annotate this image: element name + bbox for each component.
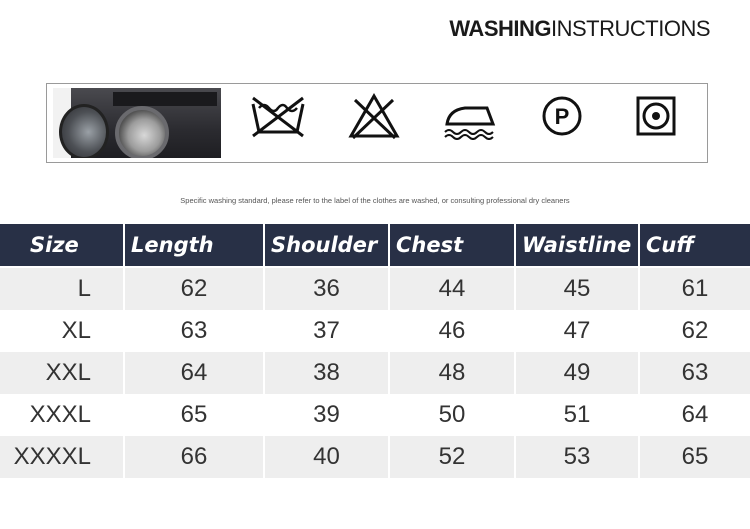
size-cell: L: [0, 267, 124, 310]
page-title: [449, 16, 710, 42]
length-cell: 66: [124, 436, 264, 478]
waistline-cell: 45: [515, 267, 639, 310]
cuff-cell: 65: [639, 436, 750, 478]
length-cell: 62: [124, 267, 264, 310]
table-header-row: [0, 224, 750, 267]
waistline-cell: 51: [515, 394, 639, 436]
table-row: [0, 267, 750, 310]
size-cell: XL: [0, 310, 124, 352]
header-cuff: Cuff: [639, 224, 750, 267]
header-waistline: Waistline: [515, 224, 639, 267]
chest-cell: 52: [389, 436, 515, 478]
cuff-cell: 63: [639, 352, 750, 394]
shoulder-cell: 39: [264, 394, 389, 436]
chest-cell: 44: [389, 267, 515, 310]
size-table: [0, 224, 750, 478]
shoulder-cell: 38: [264, 352, 389, 394]
waistline-cell: 53: [515, 436, 639, 478]
header-length: Length: [124, 224, 264, 267]
table-row: [0, 394, 750, 436]
length-cell: 65: [124, 394, 264, 436]
chest-cell: 48: [389, 352, 515, 394]
do-not-bleach-icon: [343, 92, 405, 140]
table-row: [0, 436, 750, 478]
shoulder-cell: 37: [264, 310, 389, 352]
title-rest: INSTRUCTIONS: [551, 16, 710, 41]
svg-text:P: P: [554, 104, 570, 129]
table-row: [0, 310, 750, 352]
iron-icon: [439, 92, 501, 140]
waistline-cell: 49: [515, 352, 639, 394]
length-cell: 64: [124, 352, 264, 394]
washing-machine-image: [53, 88, 221, 158]
title-bold: WASHING: [449, 16, 551, 41]
size-cell: XXXXL: [0, 436, 124, 478]
table-row: [0, 352, 750, 394]
length-cell: 63: [124, 310, 264, 352]
waistline-cell: 47: [515, 310, 639, 352]
size-cell: XXL: [0, 352, 124, 394]
cuff-cell: 64: [639, 394, 750, 436]
header-chest: Chest: [389, 224, 515, 267]
shoulder-cell: 36: [264, 267, 389, 310]
header-size: Size: [0, 224, 124, 267]
tumble-dry-icon: [625, 92, 687, 140]
care-icon-strip: [46, 83, 708, 163]
washing-note: Specific washing standard, please refer to the label of the clothes are washed, or consulting professional dry cleaners: [180, 196, 570, 205]
chest-cell: 46: [389, 310, 515, 352]
size-cell: XXXL: [0, 394, 124, 436]
cuff-cell: 61: [639, 267, 750, 310]
chest-cell: 50: [389, 394, 515, 436]
cuff-cell: 62: [639, 310, 750, 352]
header-shoulder: Shoulder: [264, 224, 389, 267]
dry-clean-p-icon: [531, 92, 593, 140]
shoulder-cell: 40: [264, 436, 389, 478]
do-not-wash-icon: [247, 92, 309, 140]
